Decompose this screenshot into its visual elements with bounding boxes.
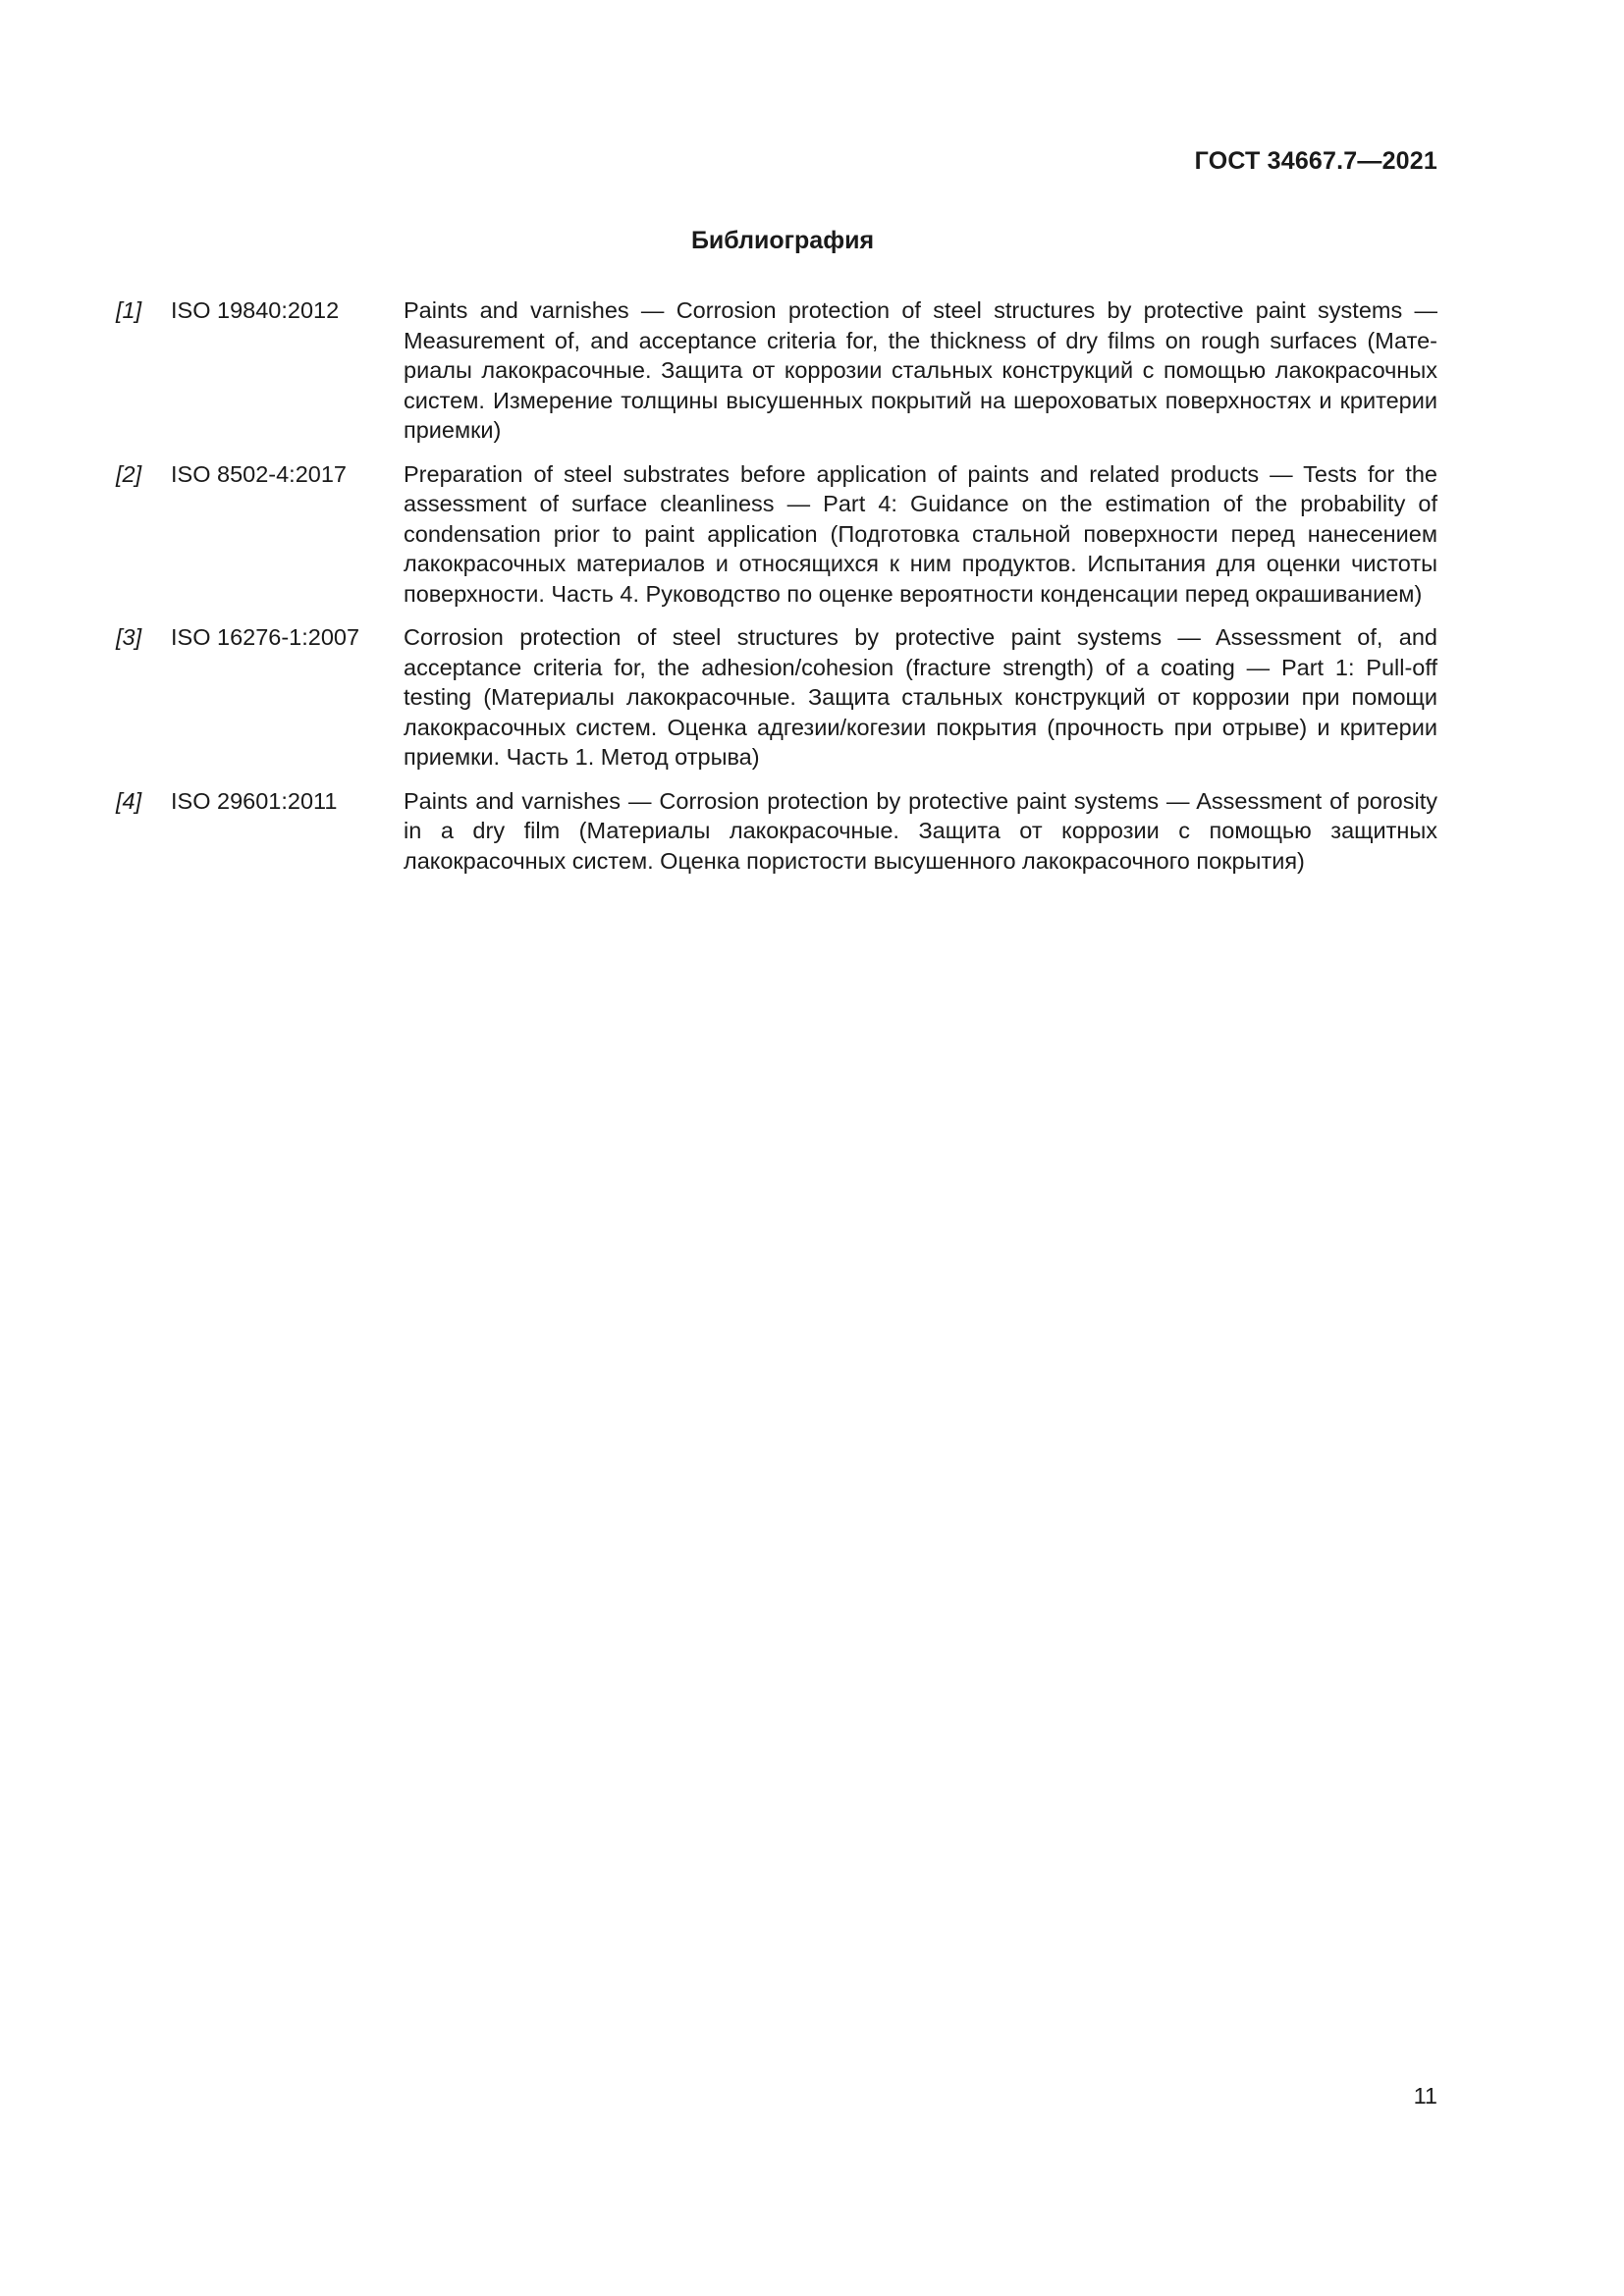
entry-description: Paints and varnishes — Corrosion protection of steel structures by protective paint systems — Measurement of, and acceptance criteria for, the thickness of dry films on rough surfaces (Материалы лакокрасочные. Защита от коррозии стальных конструкций с помощью лакокрасочных систем. Измерение толщины высушенных покрытий на шероховатых поверхностях и критерии приемки) bbox=[404, 297, 1437, 443]
page-number: 11 bbox=[1413, 2083, 1437, 2109]
entry-standard-code: ISO 29601:2011 bbox=[171, 787, 338, 814]
entry-number: [4] bbox=[116, 787, 142, 814]
document-code: ГОСТ 34667.7—2021 bbox=[1194, 147, 1437, 175]
entry-number: [3] bbox=[116, 624, 142, 650]
entry-description: Corrosion protection of steel structures by protective paint systems — Assessment of, and acceptance criteria for, the adhesion/cohesion (fracture strength) of a coating — Part 1: Pull-off testing (Материалы лакокрасочные. Защита стальных конструкций от коррозии при помощи лакокрасочных систем. Оценка адгезии/когезии покрытия (прочность при отрыве) и критерии приемки. Часть 1. Метод отрыва) bbox=[404, 624, 1437, 770]
entry-number: [1] bbox=[116, 297, 142, 323]
entry-number: [2] bbox=[116, 460, 142, 487]
bibliography-title: Библиография bbox=[690, 227, 875, 254]
bibliography-entry bbox=[116, 622, 1437, 773]
entry-description: Paints and varnishes — Corrosion protection by protective paint systems — Assessment of porosity in a dry film (Материалы лакокрасочные. Защита от коррозии с помощью защитных лакокрасочных систем. Оценка пористости высушенного лакокрасочного покрытия) bbox=[404, 787, 1437, 874]
bibliography-list bbox=[116, 295, 1437, 889]
bibliography-entry bbox=[116, 786, 1437, 877]
entry-standard-code: ISO 8502-4:2017 bbox=[171, 460, 347, 487]
entry-standard-code: ISO 16276-1:2007 bbox=[171, 624, 360, 650]
bibliography-entry bbox=[116, 459, 1437, 610]
bibliography-entry bbox=[116, 295, 1437, 446]
entry-standard-code: ISO 19840:2012 bbox=[171, 297, 340, 323]
entry-description: Preparation of steel substrates before application of paints and related products — Tests for the assessment of surface cleanliness — Part 4: Guidance on the estimation of the probability of condensation prior to paint application (Подготовка стальной поверхности перед нанесением лакокрасочных материалов и относящихся к ним продуктов. Испытания для оценки чистоты поверхности. Часть 4. Руководство по оценке вероятности конденсации перед окрашиванием) bbox=[404, 460, 1437, 607]
